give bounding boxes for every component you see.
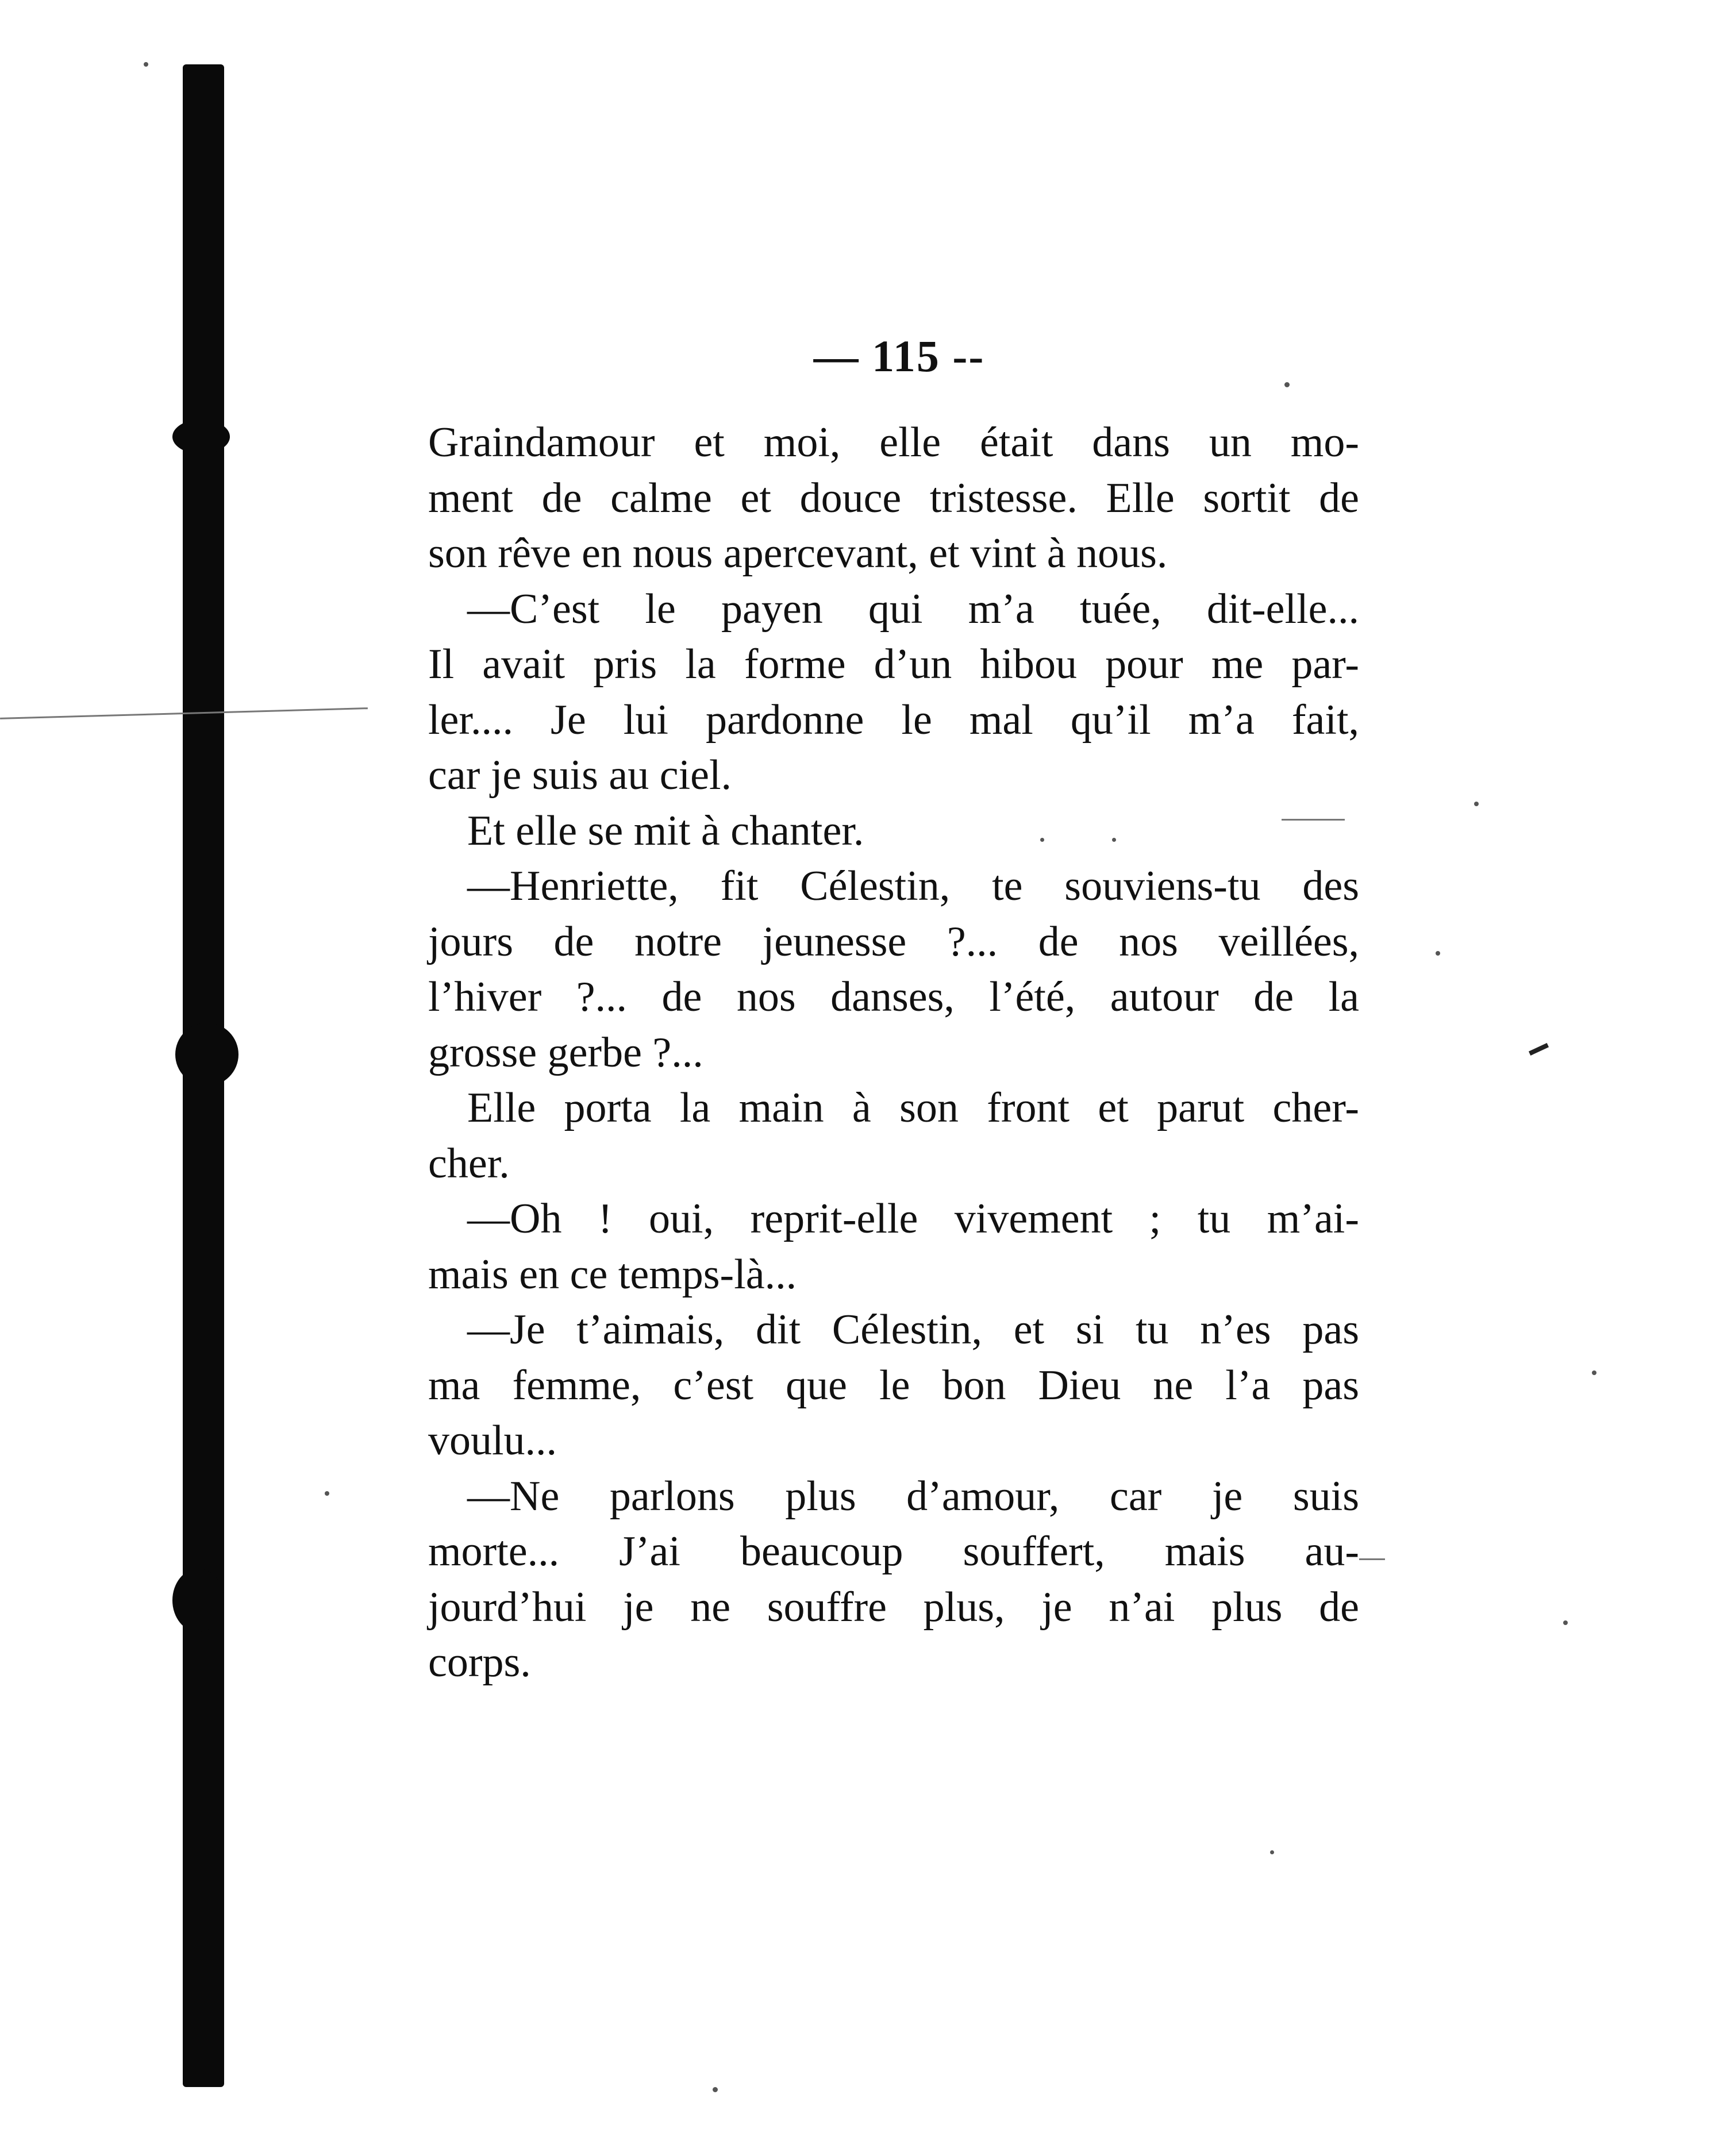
binding-notch bbox=[175, 1023, 238, 1086]
text-line: Elle porta la main à son front et parut cher- bbox=[467, 1084, 1359, 1131]
text-line: jourd’hui je ne souffre plus, je n’ai plus de bbox=[428, 1583, 1359, 1631]
binding-notch bbox=[172, 1569, 224, 1632]
text-line: —Oh ! oui, reprit-elle vivement ; tu m’ai- bbox=[467, 1195, 1359, 1242]
text-line: —Henriette, fit Célestin, te souviens-tu des bbox=[467, 863, 1359, 910]
scan-speck bbox=[713, 2087, 718, 2092]
binding-notch bbox=[172, 419, 230, 454]
text-line: Il avait pris la forme d’un hibou pour me par- bbox=[428, 641, 1359, 688]
text-line: Et elle se mit à chanter. bbox=[467, 807, 864, 854]
text-line: ment de calme et douce tristesse. Elle sortit de bbox=[428, 474, 1359, 522]
text-line: car je suis au ciel. bbox=[428, 752, 732, 799]
text-line: voulu... bbox=[428, 1417, 557, 1464]
text-line: morte... J’ai beaucoup souffert, mais au- bbox=[428, 1528, 1359, 1575]
text-line: —C’est le payen qui m’a tuée, dit-elle... bbox=[467, 585, 1359, 633]
scan-speck bbox=[1592, 1370, 1596, 1375]
text-line: —Ne parlons plus d’amour, car je suis bbox=[467, 1472, 1359, 1520]
scan-speck bbox=[325, 1491, 329, 1496]
text-line: mais en ce temps-là... bbox=[428, 1250, 797, 1298]
text-line: —Je t’aimais, dit Célestin, et si tu n’es pas bbox=[467, 1306, 1359, 1353]
text-line: grosse gerbe ?... bbox=[428, 1029, 703, 1076]
scan-speck bbox=[1563, 1620, 1568, 1625]
page-number: — 115 -- bbox=[813, 331, 985, 381]
text-line: Graindamour et moi, elle était dans un mo- bbox=[428, 419, 1359, 466]
scan-speck bbox=[1474, 802, 1479, 806]
scan-speck bbox=[1270, 1850, 1274, 1854]
scan-speck bbox=[1284, 382, 1290, 387]
body-text bbox=[428, 415, 1359, 1691]
text-line: jours de notre jeunesse ?... de nos veillées, bbox=[428, 918, 1359, 965]
text-line: l’hiver ?... de nos danses, l’été, autour de la bbox=[428, 973, 1359, 1021]
text-line: ler.... Je lui pardonne le mal qu’il m’a fait, bbox=[428, 696, 1359, 744]
scan-speck bbox=[144, 62, 148, 67]
scan-artifact-line bbox=[1359, 1558, 1385, 1560]
text-line: corps. bbox=[428, 1639, 531, 1686]
text-line: son rêve en nous apercevant, et vint à nous. bbox=[428, 530, 1168, 577]
scan-speck bbox=[1436, 951, 1440, 956]
scan-artifact-line bbox=[1529, 1043, 1549, 1056]
text-line: ma femme, c’est que le bon Dieu ne l’a pas bbox=[428, 1361, 1359, 1409]
text-line: cher. bbox=[428, 1139, 510, 1187]
